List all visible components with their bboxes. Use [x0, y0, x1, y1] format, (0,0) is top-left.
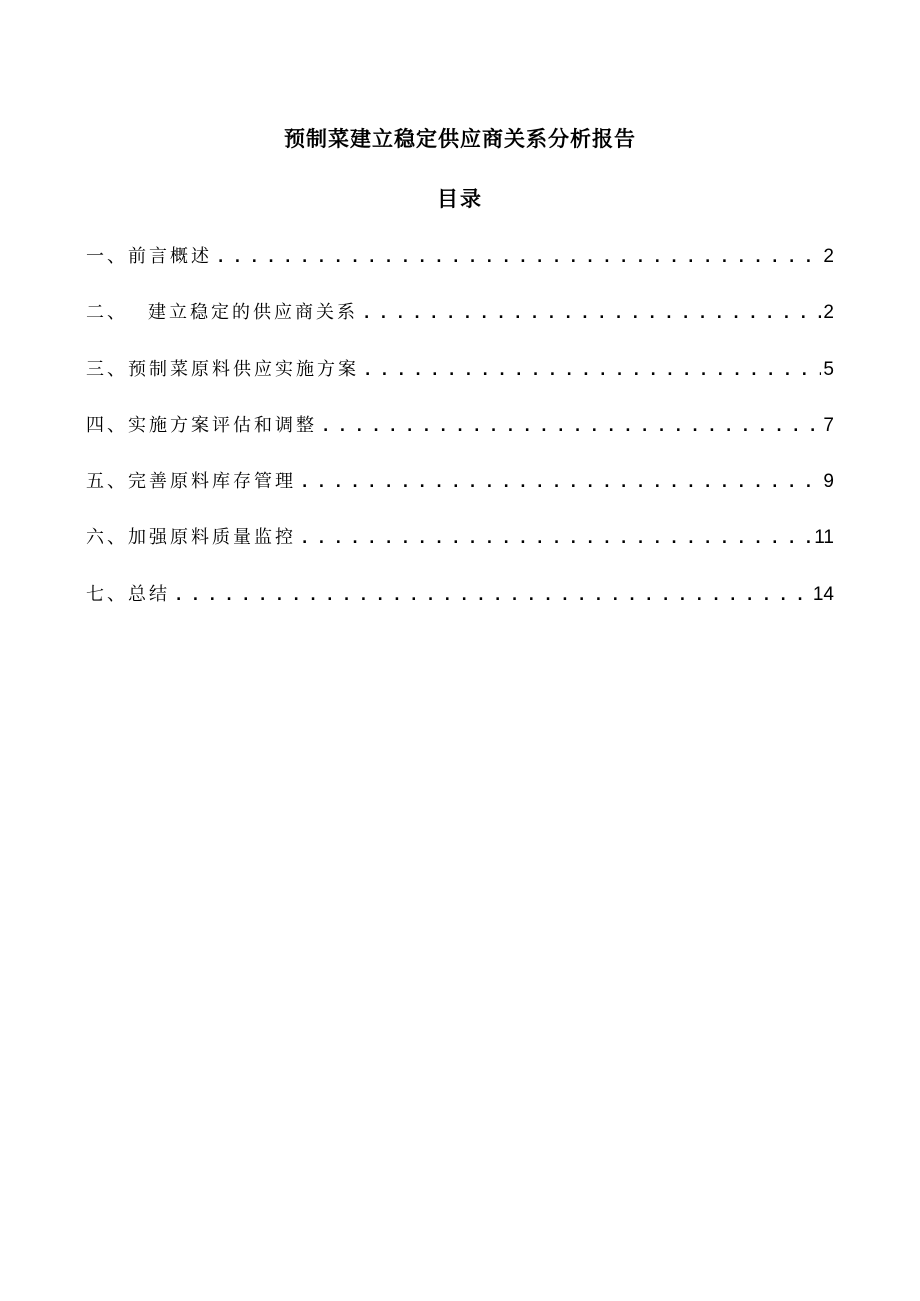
toc-entry-page: 5 [823, 358, 834, 380]
toc-entry-page: 2 [823, 246, 834, 267]
toc-leader-dots [176, 582, 811, 609]
toc-entry-page: 14 [812, 583, 834, 605]
toc-entry-1[interactable] [86, 244, 834, 300]
toc-leader-dots [365, 357, 821, 384]
toc-entry-label: 一、前言概述 [86, 246, 212, 267]
toc-leader-dots [323, 413, 821, 440]
toc-entry-label [86, 300, 358, 326]
toc-entry-title: 建立稳定的供应商关系 [148, 302, 358, 324]
toc-entry-page: 2 [823, 302, 834, 324]
toc-entry-label: 三、预制菜原料供应实施方案 [86, 358, 359, 380]
toc-leader-dots [218, 244, 821, 271]
toc-entry-4[interactable] [86, 413, 834, 469]
toc-entry-label: 五、完善原料库存管理 [86, 471, 296, 493]
toc-leader-dots [302, 469, 821, 496]
toc-heading: 目录 [437, 187, 483, 211]
toc-entry-page: 9 [823, 471, 834, 493]
toc-entry-label: 六、加强原料质量监控 [86, 527, 296, 549]
toc-entry-7[interactable] [86, 582, 834, 638]
toc-entry-number: 二、 [86, 302, 128, 324]
toc-entry-page: 11 [814, 527, 834, 549]
toc-entry-page: 7 [823, 414, 834, 436]
toc-entry-label: 四、实施方案评估和调整 [86, 414, 317, 436]
table-of-contents [86, 244, 834, 638]
document-title: 预制菜建立稳定供应商关系分析报告 [284, 127, 636, 151]
toc-entry-3[interactable] [86, 357, 834, 413]
toc-leader-dots [364, 300, 821, 327]
toc-leader-dots [302, 525, 812, 552]
toc-entry-label: 七、总结 [86, 583, 170, 605]
toc-entry-2[interactable] [86, 300, 834, 356]
toc-entry-6[interactable] [86, 525, 834, 581]
toc-entry-5[interactable] [86, 469, 834, 525]
